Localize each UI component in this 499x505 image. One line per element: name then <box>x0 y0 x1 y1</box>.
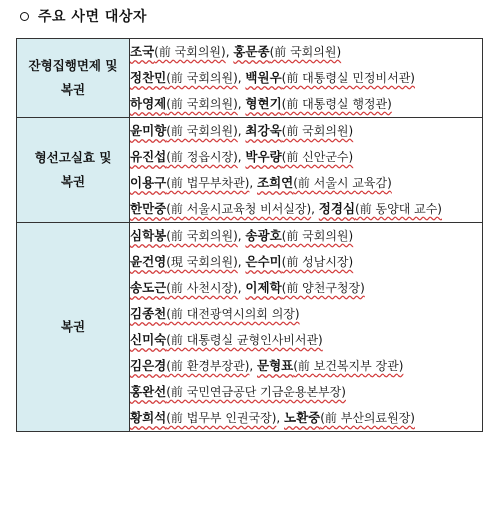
separator: , <box>237 281 246 295</box>
person-name: 박우량 <box>245 149 282 164</box>
person-title: (前 국회의원) <box>281 229 354 243</box>
person-title: (前 대통령실 민정비서관) <box>281 71 415 85</box>
list-item <box>130 353 482 379</box>
person-title: (前 국회의원) <box>166 124 238 138</box>
person-name: 한만중 <box>130 201 167 216</box>
person-name: 송광호 <box>245 228 282 243</box>
person-title: (前 동양대 교수) <box>355 202 442 216</box>
people-cell <box>130 118 483 223</box>
list-item <box>130 275 482 301</box>
person-name: 정찬민 <box>130 70 167 85</box>
section-heading <box>20 6 147 26</box>
list-item <box>130 65 482 91</box>
person-name: 심학봉 <box>130 228 167 243</box>
category-label: 복권 <box>60 319 86 334</box>
person-title: (前 환경부장관) <box>166 359 250 373</box>
person-name: 하영제 <box>130 96 167 111</box>
person-name: 은수미 <box>245 254 282 269</box>
list-item <box>130 379 482 405</box>
person-name: 정경심 <box>318 201 356 216</box>
person-title: (前 국회의원) <box>269 45 342 59</box>
list-item <box>130 91 482 117</box>
list-item <box>130 301 482 327</box>
person-title: (現 국회의원) <box>166 255 238 269</box>
person-title: (前 정읍시장) <box>166 150 238 164</box>
category-label: 복권 <box>60 174 86 189</box>
person-title: (前 서울시 교육감) <box>293 176 392 190</box>
pardon-table <box>16 38 483 432</box>
people-cell <box>130 223 483 432</box>
person-name: 이용구 <box>130 175 167 190</box>
person-title: (前 성남시장) <box>281 255 354 269</box>
separator: , <box>311 202 319 216</box>
separator: , <box>237 150 246 164</box>
person-name: 윤건영 <box>130 254 167 269</box>
person-title: (前 서울시교육청 비서실장) <box>166 202 312 216</box>
person-name: 김은경 <box>130 358 167 373</box>
person-title: (前 신안군수) <box>281 150 354 164</box>
separator: , <box>276 411 285 425</box>
person-name: 윤미향 <box>130 123 167 138</box>
separator: , <box>249 359 258 373</box>
list-item <box>130 170 482 196</box>
person-name: 조국 <box>130 44 155 59</box>
separator: , <box>237 255 246 269</box>
separator: , <box>249 176 258 190</box>
person-title: (前 양천구청장) <box>281 281 365 295</box>
category-label: 복권 <box>60 82 86 97</box>
list-item <box>130 39 482 65</box>
person-title: (前 사천시장) <box>166 281 238 295</box>
category-label: 잔형집행면제 및 <box>28 58 118 73</box>
person-title: (前 국회의원) <box>166 71 238 85</box>
separator: , <box>237 71 246 85</box>
separator: , <box>237 97 246 111</box>
list-item <box>130 118 482 144</box>
person-title: (前 국민연금공단 기금운용본부장) <box>166 385 346 399</box>
person-name: 조희연 <box>257 175 294 190</box>
table-row <box>17 223 483 432</box>
person-title: (前 국회의원) <box>154 45 226 59</box>
person-title: (前 대통령실 행정관) <box>281 97 392 111</box>
category-label: 형선고실효 및 <box>34 150 112 165</box>
person-name: 신미숙 <box>130 332 167 347</box>
separator: , <box>225 45 234 59</box>
table-row <box>17 39 483 118</box>
separator: , <box>237 124 246 138</box>
list-item <box>130 327 482 353</box>
person-name: 황희석 <box>130 410 167 425</box>
separator: , <box>237 229 246 243</box>
person-title: (前 법무부 인권국장) <box>166 411 277 425</box>
list-item <box>130 249 482 275</box>
heading-text: 주요 사면 대상자 <box>38 9 147 25</box>
person-title: (前 국회의원) <box>166 229 238 243</box>
list-item <box>130 405 482 431</box>
people-cell <box>130 39 483 118</box>
person-name: 노환중 <box>284 410 321 425</box>
person-name: 문형표 <box>257 358 294 373</box>
person-name: 유진섭 <box>130 149 167 164</box>
person-title: (前 국회의원) <box>281 124 354 138</box>
list-item <box>130 223 482 249</box>
person-title: (前 부산의료원장) <box>320 411 415 425</box>
list-item <box>130 144 482 170</box>
person-title: (前 보건복지부 장관) <box>293 359 404 373</box>
circle-bullet-icon <box>20 12 29 21</box>
person-name: 홍문종 <box>233 44 270 59</box>
list-item <box>130 196 482 222</box>
person-title: (前 대통령실 균형인사비서관) <box>166 333 323 347</box>
person-name: 형현기 <box>245 96 282 111</box>
person-name: 이제학 <box>245 280 282 295</box>
person-title: (前 국회의원) <box>166 97 238 111</box>
person-name: 김종천 <box>130 306 167 321</box>
category-cell <box>17 39 130 118</box>
category-cell <box>17 223 130 432</box>
category-cell <box>17 118 130 223</box>
person-title: (前 대전광역시의회 의장) <box>166 307 300 321</box>
person-name: 백원우 <box>245 70 282 85</box>
person-name: 홍완선 <box>130 384 167 399</box>
person-name: 최강욱 <box>245 123 282 138</box>
person-name: 송도근 <box>130 280 167 295</box>
table-row <box>17 118 483 223</box>
person-title: (前 법무부차관) <box>166 176 250 190</box>
